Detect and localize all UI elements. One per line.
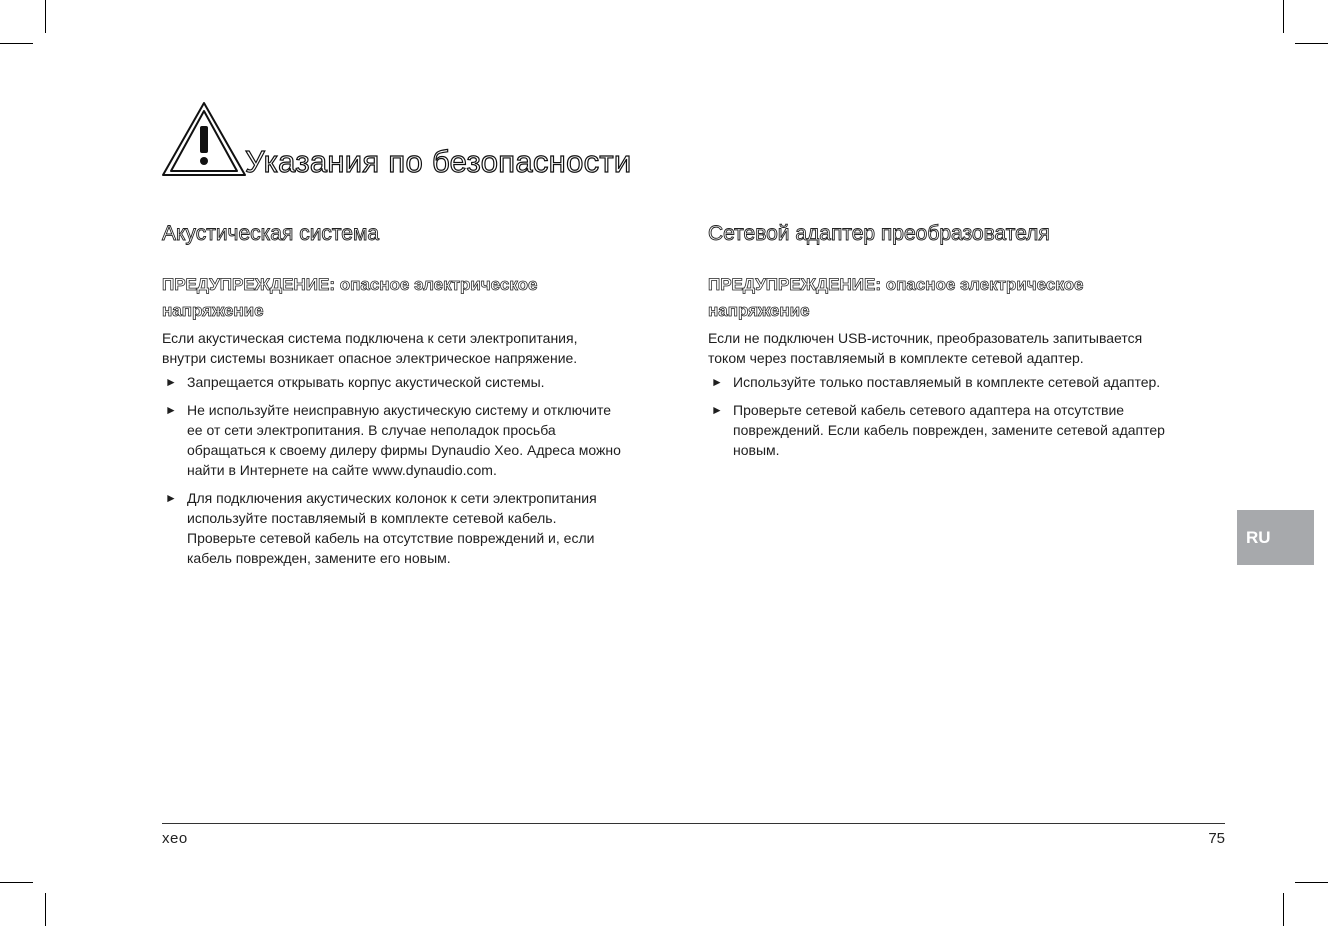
crop-mark bbox=[45, 893, 46, 926]
list-item bbox=[708, 372, 1228, 392]
bullet-arrow-icon: ► bbox=[711, 375, 723, 389]
title-block bbox=[161, 100, 761, 180]
text-line: Если акустическая система подключена к сети электропитания, bbox=[162, 330, 578, 346]
text-line: ее от сети электропитания. В случае неполадок просьба bbox=[187, 422, 556, 438]
text-line: Проверьте сетевой кабель сетевого адаптера на отсутствие bbox=[733, 402, 1125, 418]
speaker-system-section bbox=[162, 220, 682, 576]
warning-heading bbox=[162, 272, 682, 324]
warning-line: напряжение bbox=[708, 301, 810, 320]
text-line: кабель поврежден, замените его новым. bbox=[187, 550, 451, 566]
crop-mark bbox=[1295, 43, 1328, 44]
list-item bbox=[708, 400, 1228, 460]
text-line: используйте поставляемый в комплекте сетевой кабель. bbox=[187, 510, 557, 526]
page-number: 75 bbox=[1208, 830, 1225, 847]
text-line: обращаться к своему дилеру фирмы Dynaudio Xeo. Адреса можно bbox=[187, 442, 621, 458]
text-line: Запрещается открывать корпус акустической системы. bbox=[187, 374, 545, 390]
warning-line: напряжение bbox=[162, 301, 264, 320]
language-tab: RU bbox=[1237, 510, 1314, 565]
bullet-arrow-icon: ► bbox=[165, 491, 177, 505]
intro-paragraph bbox=[708, 328, 1228, 368]
crop-mark bbox=[0, 882, 33, 883]
footer-divider bbox=[162, 823, 1225, 824]
text-line: Если не подключен USB-источник, преобразователь запитывается bbox=[708, 330, 1143, 346]
text-line: Не используйте неисправную акустическую систему и отключите bbox=[187, 402, 612, 418]
brand-logo: xeo bbox=[162, 830, 188, 847]
crop-mark bbox=[1283, 0, 1284, 33]
warning-line: ПРЕДУПРЕЖДЕНИЕ: опасное электрическое bbox=[708, 275, 1084, 294]
list-item bbox=[162, 400, 682, 480]
text-line: внутри системы возникает опасное электрическое напряжение. bbox=[162, 350, 578, 366]
text-line: найти в Интернете на сайте www.dynaudio.com. bbox=[187, 462, 497, 478]
text-line: Используйте только поставляемый в комплекте сетевой адаптер. bbox=[733, 374, 1161, 390]
warning-triangle-icon bbox=[161, 100, 247, 178]
text-line: Проверьте сетевой кабель на отсутствие повреждений и, если bbox=[187, 530, 595, 546]
bullet-arrow-icon: ► bbox=[711, 403, 723, 417]
crop-mark bbox=[1283, 893, 1284, 926]
list-item bbox=[162, 372, 682, 392]
bullet-arrow-icon: ► bbox=[165, 403, 177, 417]
power-adapter-section bbox=[708, 220, 1228, 468]
section-heading: Акустическая система bbox=[162, 222, 380, 245]
warning-heading bbox=[708, 272, 1228, 324]
intro-paragraph bbox=[162, 328, 682, 368]
crop-mark bbox=[1295, 882, 1328, 883]
text-line: током через поставляемый в комплекте сетевой адаптер. bbox=[708, 350, 1084, 366]
list-item bbox=[162, 488, 682, 568]
text-line: повреждений. Если кабель поврежден, замените сетевой адаптер bbox=[733, 422, 1165, 438]
warning-line: ПРЕДУПРЕЖДЕНИЕ: опасное электрическое bbox=[162, 275, 538, 294]
text-line: Для подключения акустических колонок к сети электропитания bbox=[187, 490, 597, 506]
bullet-list bbox=[162, 372, 682, 568]
bullet-list bbox=[708, 372, 1228, 460]
bullet-arrow-icon: ► bbox=[165, 375, 177, 389]
section-heading: Сетевой адаптер преобразователя bbox=[708, 222, 1050, 245]
page-title: Указания по безопасности bbox=[245, 144, 632, 179]
crop-mark bbox=[45, 0, 46, 33]
text-line: новым. bbox=[733, 442, 780, 458]
crop-mark bbox=[0, 43, 33, 44]
